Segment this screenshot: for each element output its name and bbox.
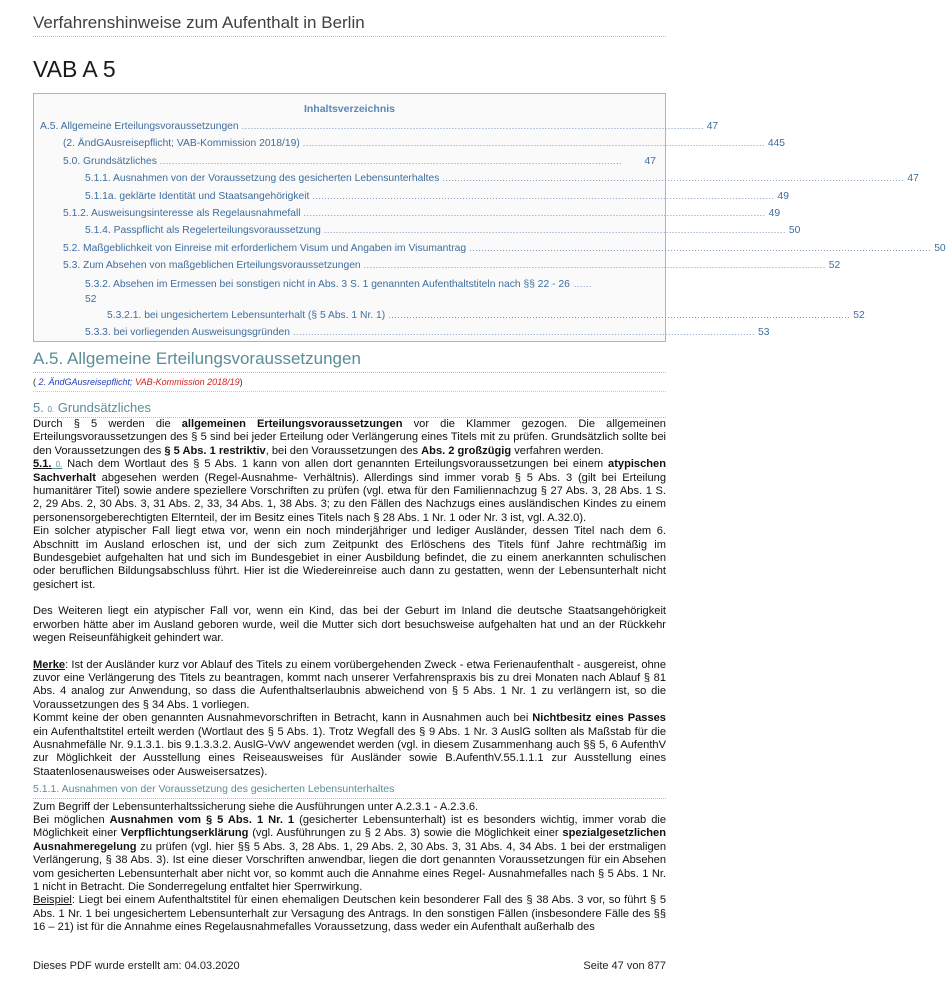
toc-link[interactable]: 5.2. Maßgeblichkeit von Einreise mit erforderlichem Visum und Angaben im Visumantrag .......................................................................................................................................................... 50 (63, 242, 946, 254)
document-title: VAB A 5 (33, 56, 116, 82)
table-of-contents (33, 93, 946, 342)
subsection-heading-5-1-1: 5.1.1. Ausnahmen von der Voraussetzung des gesicherten Lebensunterhaltes (33, 783, 666, 798)
toc-title: Inhaltsverzeichnis (303, 103, 396, 115)
paragraph: Bei möglichen Ausnahmen vom § 5 Abs. 1 Nr. 1 (gesicherter Lebensunterhalt) ist es besonders wichtig, immer vorab die Möglichkeit einer Verpflichtungserklärung (vgl. Ausführungen zu § 2 Abs. 3) sowie die Möglichkeit einer spezialgesetzlichen Ausnahmeregelung zu prüfen (vgl. hier §§ 5 Abs. 3, 28 Abs. 1, 29 Abs. 2, 30 Abs. 3, 31 Abs. 4, 34 Abs. 1 bei der erstmaligen Verlängerung, § 38 Abs. 3). Ist eine dieser Vorschriften anwendbar, liegen die dort genannten Voraussetzungen für ein Absehen vom gesicherten Lebensunterhalt aber nicht vor, so kommt auch die Annahme eines Regel- Ausnahmefalles nach § 5 Abs. 1 Nr. 1 nicht in Betracht. Die Sonderregelung entfaltet hier Sperrwirkung. (33, 813, 667, 893)
page-number: Seite 47 von 877 (583, 960, 666, 972)
paragraph: Zum Begriff der Lebensunterhaltssicherung siehe die Ausführungen unter A.2.3.1 - A.2.3.6. (33, 800, 479, 813)
paragraph: Ein solcher atypischer Fall liegt etwa vor, wenn ein noch minderjähriger und lediger Ausländer, dessen Titel nach dem 6. Abschnitt im Ausland erloschen ist, und der sich zum Zeitpunkt des Erlöschens des Titels fünf Jahre rechtmäßig im Bundesgebiet aufgehalten hat und sich im Bundesgebiet in einer Ausbildung befindet, die zu einem anerkannten schulischen oder beruflichen Bildungsabschluss führt. Hier ist die Wiedereinreise auch dann zu gestatten, wenn der Lebensunterhalt nicht gesichert ist. (33, 525, 666, 591)
paragraph: Beispiel: Liegt bei einem Aufenthaltstitel für einen ehemaligen Deutschen kein besonderer Fall des § 38 Abs. 3 vor, so führt § 5 Abs. 1 Nr. 1 bei ungesichertem Lebensunterhalt zur Versagung des Antrags. In den sonstigen Fällen (insbesondere Fälle des §§ 16 – 21) ist für die Annahme eines Regelausnahmefalles Voraussetzung, dass weder ein Aufenthalt außerhalb des (33, 894, 666, 934)
document-header: Verfahrenshinweise zum Aufenthalt in Berlin (33, 0, 666, 37)
paragraph: Durch § 5 werden die allgemeinen Erteilungsvoraussetzungen vor die Klammer gezogen. Die allgemeinen Erteilungsvoraussetzungen des § 5 sind bei jeder Erteilung oder Verlängerung eines Titels mit zu prüfen. Grundsätzlich sollte bei den Voraussetzungen des § 5 Abs. 1 restriktiv, bei den Voraussetzungen des Abs. 2 großzügig verfahren werden. (33, 418, 666, 457)
paragraph: Des Weiteren liegt ein atypischer Fall vor, wenn ein Kind, das bei der Geburt im Inland die deutsche Staatsangehörigkeit erworben hätte aber im Ausland geboren wurde, weil die Mutter sich dort besuchsweise aufgehalten hat und an der Rückkehr wegen Reiseunfähigkeit gehindert war. (33, 605, 666, 645)
toc-link[interactable]: 5.3.3. bei vorliegenden Ausweisungsgründen .......................................................................................................................................................... 53 (85, 326, 770, 338)
toc-link[interactable]: 5.3.2.1. bei ungesichertem Lebensunterhalt (§ 5 Abs. 1 Nr. 1) .......................................................................................................................................................... 52 (107, 309, 865, 321)
paragraph: Kommt keine der oben genannten Ausnahmevorschriften in Betracht, kann in Ausnahmen auch bei Nichtbesitz eines Passes ein Aufenthaltstitel erteilt werden (Wortlaut des § 5 Abs. 1). Trotz Wegfall des § 9 Abs. 1 Nr. 3 AuslG sollten als Maßstab für die Ausnahmefälle Nr. 9.1.3.1. bis 9.1.3.3.2. AuslG-VwV angewendet werden (vgl. in diesem Zusammenhang auch §§ 5, 6 AufenthV zur Möglichkeit der Ausstellung eines Reiseausweises für Ausländer sowie B.AufenthV.55.1.1.1 zur Ausstellung eines Staatenlosenausweises oder Ausweisersatzes). (33, 712, 666, 778)
toc-link[interactable]: 5.1.4. Passpflicht als Regelerteilungsvoraussetzung .......................................................................................................................................................... 50 (85, 225, 801, 237)
toc-link[interactable]: A.5. Allgemeine Erteilungsvoraussetzungen .......................................................................................................................................................... 47 (40, 120, 719, 132)
amendment-link[interactable]: 2. ÄndGAusreisepflicht; (38, 377, 133, 387)
created-date: Dieses PDF wurde erstellt am: 04.03.2020 (33, 960, 240, 972)
body-text (33, 418, 666, 935)
section-heading-5-0: 5. 0. Grundsätzliches (33, 400, 666, 418)
document-page (33, 0, 946, 935)
toc-link[interactable]: 5.1.2. Ausweisungsinteresse als Regelausnahmefall .......................................................................................................................................................... 49 (63, 207, 781, 219)
toc-link[interactable]: 5.1.1. Ausnahmen von der Voraussetzung des gesicherten Lebensunterhaltes .......................................................................................................................................................... 47 (85, 173, 919, 185)
paragraph: 5.1. 0. Nach dem Wortlaut des § 5 Abs. 1 kann von allen dort genannten Erteilungsvoraussetzungen bei einem atypischen Sachverhalt abgesehen werden (Regel-Ausnahme- Verhältnis). Allerdings sind immer vorab § 5 Abs. 3 (gilt bei Erteilung humanitärer Titel) sowie andere speziellere Vorschriften zu prüfen (vgl. etwa für den Familiennachzug § 27 Abs. 3, 28 Abs. 1 S. 2, 29 Abs. 2, 30 Abs. 3, 31 Abs. 2, 33, 34 Abs. 1, 38 Abs. 3; zu den Fällen des Nachzugs eines ausländischen Kindes zu einem personensorgeberechtigten Elternteil, der im Besitz eines Titels nach § 28 Abs. 1 Nr. 1 oder Nr. 3 ist, vgl. A.32.0). (33, 458, 666, 524)
page-footer (33, 960, 666, 972)
commission-link[interactable]: VAB-Kommission 2018/19 (132, 377, 240, 387)
toc-link[interactable]: (2. ÄndGAusreisepflicht; VAB-Kommission 2018/19) .......................................................................................................................................................... 445 (63, 138, 786, 150)
toc-link[interactable]: 5.3. Zum Absehen von maßgeblichen Erteilungsvoraussetzungen .......................................................................................................................................................... 52 (63, 260, 841, 272)
amendment-note: ( 2. ÄndGAusreisepflicht; VAB-Kommission 2018/19) (33, 376, 666, 392)
paragraph: Merke: Ist der Ausländer kurz vor Ablauf des Titels zu einem vorübergehenden Zweck - etwa Ferienaufenthalt - ausgereist, ohne zuvor eine Verlängerung des Titels zu beantragen, kommt nach unserer Verfahrenspraxis bis zu drei Monaten nach Ablauf § 81 Abs. 4 analog zur Anwendung, so dass die Aufenthaltserlaubnis abweichend von § 5 Abs. 1 Nr. 1 zu verlängern ist, so die Voraussetzungen des § 34 Abs. 1 vorliegen. (33, 658, 666, 711)
toc-link[interactable]: 5.3.2. Absehen im Ermessen bei sonstigen nicht in Abs. 3 S. 1 genannten Aufenthaltstiteln nach §§ 22 - 26 ...... 52 (85, 278, 592, 305)
toc-list (40, 118, 946, 341)
section-heading-a5: A.5. Allgemeine Erteilungsvoraussetzungen (33, 348, 666, 373)
toc-link[interactable]: 5.1.1a. geklärte Identität und Staatsangehörigkeit .......................................................................................................................................................... 49 (85, 190, 789, 202)
toc-link[interactable]: 5.0. Grundsätzliches .......................................................................................................................................................... 47 (63, 155, 656, 167)
